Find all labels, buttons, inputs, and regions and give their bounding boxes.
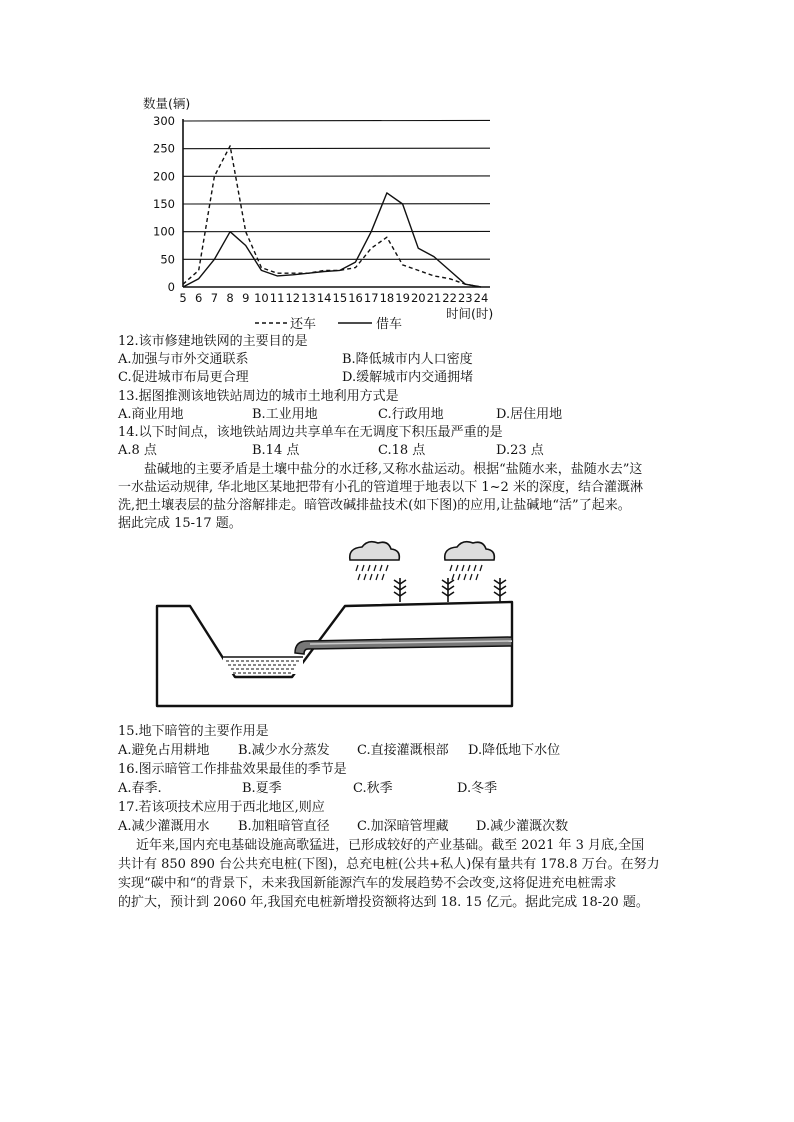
grid-line (183, 120, 490, 121)
x-tick-label: 11 (269, 291, 285, 305)
passage2-line-2: 共计有 850 890 台公共充电桩(下图)，总充电桩(公共+私人)保有量共有 178.8 万台。在努力 (118, 857, 660, 872)
ditch-water (222, 656, 303, 674)
passage1-line-3: 洗,把土壤表层的盐分溶解排走。暗管改碱排盐技术(如下图)的应用,让盐碱地“活”了起来。 (118, 498, 631, 513)
q14-stem: 14.以下时间点，该地铁站周边共享单车在无调度下积压最严重的是 (118, 425, 503, 440)
chart-series (183, 146, 481, 287)
x-tick-label: 23 (457, 291, 473, 305)
crop-plant-icon (442, 578, 454, 602)
q16-option-d: D.冬季 (457, 781, 498, 796)
q14-option-d: D.23 点 (496, 443, 544, 458)
q14-option-a: A.8 点 (118, 443, 157, 458)
x-tick-label: 19 (395, 291, 410, 305)
crop-plant-icon (394, 578, 406, 602)
y-tick-label: 100 (153, 224, 175, 239)
q16-option-b: B.夏季 (242, 781, 282, 796)
x-tick-label: 18 (379, 291, 395, 305)
x-tick-label: 6 (195, 291, 203, 305)
q17-stem: 17.若该项技术应用于西北地区,则应 (118, 800, 325, 815)
x-tick-label: 5 (179, 291, 187, 305)
y-tick-label: 0 (167, 280, 175, 294)
y-axis-label: 数量(辆) (143, 96, 191, 111)
q14-option-b: B.14 点 (252, 443, 300, 458)
q13-option-c: C.行政用地 (378, 407, 444, 422)
y-tick-label: 300 (153, 114, 175, 128)
x-tick-label: 17 (363, 291, 379, 305)
drainage-pipe-diagram (150, 540, 530, 720)
y-tick-labels (153, 114, 175, 294)
x-tick-label: 13 (301, 291, 316, 305)
y-tick-label: 200 (153, 169, 175, 184)
y-tick-label: 50 (160, 252, 175, 267)
crop-plant-icon (494, 578, 506, 602)
passage1-line-4: 据此完成 15-17 题。 (118, 516, 242, 531)
q12-option-a: A.加强与市外交通联系 (118, 352, 249, 367)
q12-option-d: D.缓解城市内交通拥堵 (342, 370, 474, 385)
q16-option-a: A.春季. (118, 781, 162, 796)
q13-option-d: D.居住用地 (496, 407, 563, 422)
x-tick-label: 22 (442, 291, 457, 305)
q17-option-b: B.加粗暗管直径 (238, 819, 330, 834)
series-line-borrow (183, 193, 481, 287)
q15-stem: 15.地下暗管的主要作用是 (118, 724, 269, 739)
x-tick-label: 7 (210, 291, 219, 305)
q13-option-b: B.工业用地 (252, 407, 318, 422)
passage2-line-4: 的扩大，预计到 2060 年,我国充电桩新增投资额将达到 18. 15 亿元。据此完成 18-20 题。 (118, 895, 649, 910)
q16-option-c: C.秋季 (353, 781, 393, 796)
x-tick-label: 14 (316, 291, 332, 305)
q12-option-c: C.促进城市布局更合理 (118, 370, 249, 385)
passage2-line-3: 实现“碳中和“的背景下，未来我国新能源汽车的发展趋势不会改变,这将促进充电桩需求 (118, 876, 617, 891)
x-tick-label: 20 (410, 291, 426, 305)
q13-stem: 13.据图推测该地铁站周边的城市土地利用方式是 (118, 389, 399, 404)
q15-option-d: D.降低地下水位 (468, 743, 561, 758)
q13-option-a: A.商业用地 (118, 407, 184, 422)
x-tick-label: 8 (226, 291, 234, 305)
y-tick-label: 150 (153, 197, 175, 211)
x-tick-label: 9 (242, 291, 250, 305)
q12-option-b: B.降低城市内人口密度 (342, 352, 473, 367)
q15-option-c: C.直接灌溉根部 (357, 743, 449, 758)
x-tick-label: 24 (473, 291, 489, 305)
x-tick-label: 10 (254, 291, 269, 305)
chart-grid (183, 119, 490, 287)
q17-option-c: C.加深暗管埋藏 (357, 819, 449, 834)
cloud-icon (445, 542, 495, 580)
x-tick-labels (179, 291, 488, 305)
q14-option-c: C.18 点 (378, 443, 426, 458)
x-tick-label: 15 (332, 291, 348, 305)
x-tick-label: 16 (348, 291, 363, 305)
q15-option-b: B.减少水分蒸发 (238, 743, 330, 758)
q17-option-d: D.减少灌溉次数 (476, 819, 569, 834)
passage1-line-2: 一水盐运动规律, 华北地区某地把带有小孔的管道埋于地表以下 1~2 米的深度，结合灌溉淋 (118, 480, 643, 495)
q16-stem: 16.图示暗管工作排盐效果最佳的季节是 (118, 762, 347, 777)
x-tick-label: 12 (285, 291, 301, 305)
cloud-icon (350, 542, 400, 580)
line-chart (0, 0, 794, 340)
q15-option-a: A.避免占用耕地 (118, 743, 210, 758)
soil-profile (157, 602, 512, 706)
legend-label-borrow: 借车 (376, 317, 403, 332)
passage1-line-1: 盐碱地的主要矛盾是土壤中盐分的水迁移,又称水盐运动。根据“盐随水来，盐随水去”这 (144, 462, 643, 477)
y-tick-label: 250 (153, 141, 175, 156)
x-axis-label: 时间(时) (446, 306, 494, 321)
x-tick-label: 21 (426, 291, 442, 305)
legend-label-return: 还车 (290, 317, 317, 332)
q12-stem: 12.该市修建地铁网的主要目的是 (118, 334, 308, 349)
passage2-line-1: 近年来,国内充电基础设施高歌猛进，已形成较好的产业基础。截至 2021 年 3 月底,全国 (136, 838, 645, 853)
q17-option-a: A.减少灌溉用水 (118, 819, 210, 834)
series-line-return (183, 146, 481, 287)
